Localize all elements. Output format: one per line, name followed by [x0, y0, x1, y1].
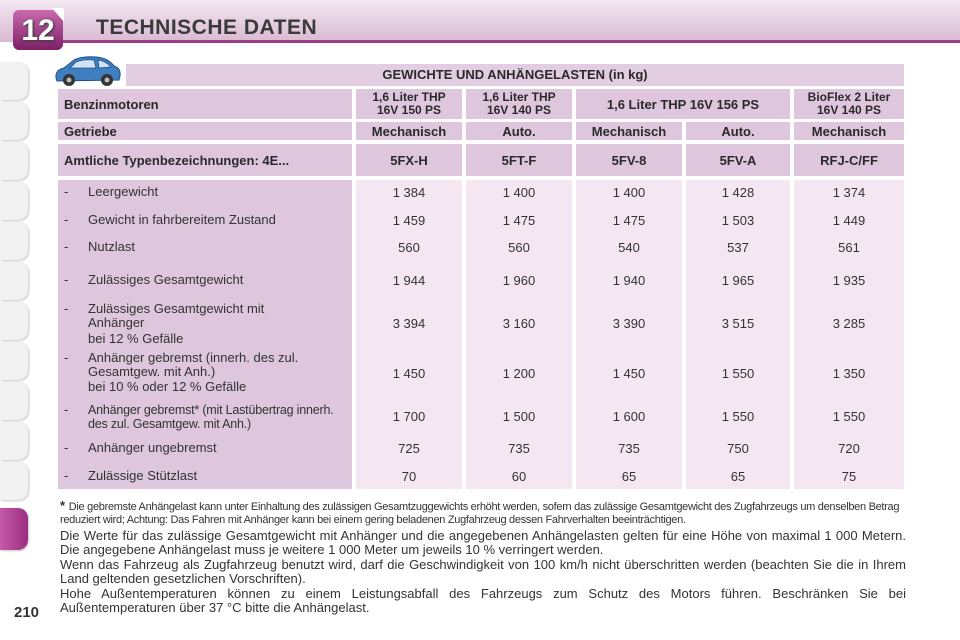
gearbox-header: Mechanisch: [576, 122, 682, 140]
engine-header: BioFlex 2 Liter 16V 140 PS: [794, 89, 904, 119]
table-cell: 561: [838, 240, 860, 255]
footnote: [60, 499, 910, 527]
table-cell: 1 475: [612, 213, 646, 228]
side-tab[interactable]: [0, 342, 28, 380]
engine-header: 1,6 Liter THP 16V 156 PS: [576, 89, 790, 119]
table-cell: 1 450: [612, 366, 646, 381]
table-cell: 1 449: [832, 213, 866, 228]
gearbox-header: Mechanisch: [794, 122, 904, 140]
table-cell: 735: [508, 441, 530, 456]
paragraph: Wenn das Fahrzeug als Zugfahrzeug benutzt wird, darf die Geschwindigkeit von 100 km/h nicht überschritten werden (beachten Sie die in Ihrem Land geltenden gesetzlichen Vorschriften).: [60, 557, 906, 586]
gearbox-label: Getriebe: [58, 122, 352, 140]
table-cell: 1 550: [832, 409, 866, 424]
table-cell: 65: [730, 469, 746, 484]
side-tab[interactable]: [0, 182, 28, 220]
table-title: GEWICHTE UND ANHÄNGELASTEN (in kg): [126, 64, 904, 86]
gearbox-header: Mechanisch: [356, 122, 462, 140]
table-cell: 725: [398, 441, 420, 456]
table-cell: 1 400: [502, 185, 536, 200]
side-tab[interactable]: [0, 262, 28, 300]
table-cell: 1 550: [721, 409, 755, 424]
side-tab[interactable]: [0, 102, 28, 140]
table-cell: 1 450: [392, 366, 426, 381]
table-cell: 1 600: [612, 409, 646, 424]
table-cell: 1 428: [721, 185, 755, 200]
side-tab[interactable]: [0, 222, 28, 260]
table-cell: 720: [838, 441, 860, 456]
type-header: 5FT-F: [466, 144, 572, 176]
engine-header: 1,6 Liter THP 16V 140 PS: [466, 89, 572, 119]
table-cell: 3 394: [392, 316, 426, 331]
table-cell: 537: [727, 240, 749, 255]
table-cell: 560: [398, 240, 420, 255]
page-number: 210: [14, 604, 40, 621]
table-cell: 750: [727, 441, 749, 456]
table-cell: 1 965: [721, 273, 755, 288]
paragraph: Die Werte für das zulässige Gesamtgewicht mit Anhänger und die angegebenen Anhängelasten gelten für eine Höhe von maximal 1 000 Metern. Die angegebene Anhängelast muss je weitere 1 000 Meter um jeweils 10 % verringert werden.: [60, 528, 906, 557]
table-cell: 1 700: [392, 409, 426, 424]
table-cell: 75: [841, 469, 857, 484]
table-cell: 1 940: [612, 273, 646, 288]
table-cell: 560: [508, 240, 530, 255]
gearbox-header: Auto.: [466, 122, 572, 140]
table-cell: 540: [618, 240, 640, 255]
engine-header: 1,6 Liter THP 16V 150 PS: [356, 89, 462, 119]
side-tab[interactable]: [0, 142, 28, 180]
table-cell: 1 550: [721, 366, 755, 381]
header-rule: [58, 40, 960, 43]
chapter-side-tabs: [0, 58, 34, 618]
side-tab-active[interactable]: [0, 508, 28, 550]
side-tab[interactable]: [0, 462, 28, 500]
table-cell: 70: [401, 469, 417, 484]
table-cell: 1 200: [502, 366, 536, 381]
table-cell: 3 160: [502, 316, 536, 331]
table-cell: 3 390: [612, 316, 646, 331]
table-cell: 1 384: [392, 185, 426, 200]
table-cell: 1 500: [502, 409, 536, 424]
side-tab[interactable]: [0, 382, 28, 420]
side-tab[interactable]: [0, 62, 28, 100]
table-cell: 3 285: [832, 316, 866, 331]
table-cell: 65: [621, 469, 637, 484]
table-cell: 3 515: [721, 316, 755, 331]
table-cell: 735: [618, 441, 640, 456]
side-tab[interactable]: [0, 302, 28, 340]
car-icon: [52, 54, 124, 88]
paragraph: Hohe Außentemperaturen können zu einem Leistungsabfall des Fahrzeugs zum Schutz des Motors führen. Beschränken Sie bei Außentemperaturen über 37 °C bitte die Anhängelast.: [60, 586, 906, 615]
table-cell: 1 944: [392, 273, 426, 288]
table-cell: 1 400: [612, 185, 646, 200]
page-title: TECHNISCHE DATEN: [96, 16, 318, 39]
type-label: Amtliche Typenbezeichnungen: 4E...: [58, 144, 352, 176]
table-cell: 60: [511, 469, 527, 484]
type-header: 5FV-A: [686, 144, 790, 176]
type-header: 5FV-8: [576, 144, 682, 176]
table-cell: 1 374: [832, 185, 866, 200]
chapter-number: 12: [21, 14, 55, 47]
table-cell: 1 459: [392, 213, 426, 228]
engine-label: Benzinmotoren: [58, 89, 352, 119]
footnote-text: Die gebremste Anhängelast kann unter Einhaltung des zulässigen Gesamtzuggewichts erhöht werden, sofern das zulässige Gesamtgewicht des Zugfahrzeugs um denselben Betrag reduziert wird; Achtung: Das Fahren mit Anhänger kann bei einem gering beladenen Zugfahrzeug dessen Fahrverhalten beeinträchtigen.: [60, 501, 900, 526]
type-header: RFJ-C/FF: [794, 144, 904, 176]
gearbox-header: Auto.: [686, 122, 790, 140]
side-tab[interactable]: [0, 422, 28, 460]
table-cell: 1 350: [832, 366, 866, 381]
type-header: 5FX-H: [356, 144, 462, 176]
table-cell: 1 960: [502, 273, 536, 288]
footnote-marker: *: [60, 498, 65, 513]
table-cell: 1 503: [721, 213, 755, 228]
table-cell: 1 935: [832, 273, 866, 288]
table-cell: 1 475: [502, 213, 536, 228]
